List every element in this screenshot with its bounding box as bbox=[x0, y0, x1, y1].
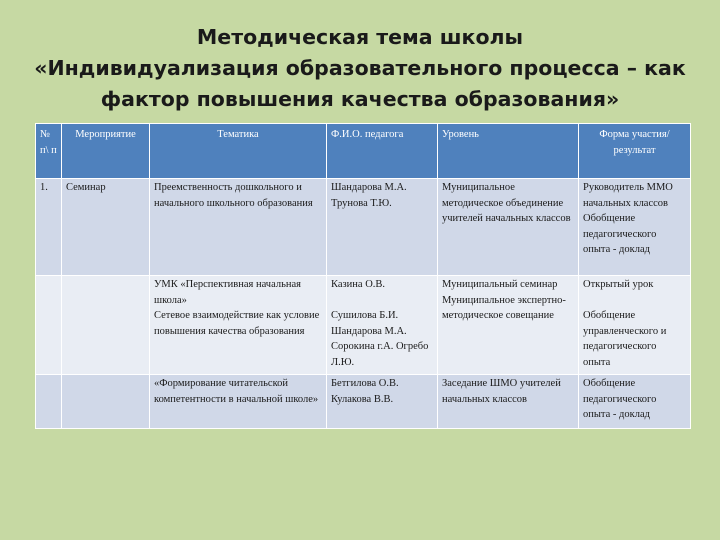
cell-form-b: Обобщение управленческого и педагогического опыта bbox=[583, 310, 667, 368]
cell-event: Семинар bbox=[62, 179, 150, 276]
cell-event bbox=[62, 375, 150, 429]
cell-level-b: Муниципальное экспертно-методическое совещание bbox=[442, 294, 566, 321]
table-row bbox=[36, 276, 691, 375]
events-table bbox=[35, 123, 691, 429]
table-row bbox=[36, 179, 691, 276]
title-line-2: «Индивидуализация образовательного процесса – как bbox=[34, 56, 686, 80]
cell-teacher bbox=[327, 276, 438, 375]
cell-teacher-b: Сушилова Б.И. Шандарова М.А. Сорокина г.А. Огребо Л.Ю. bbox=[331, 310, 429, 368]
cell-topic-a: УМК «Перспективная начальная школа» bbox=[154, 279, 301, 306]
cell-num: 1. bbox=[36, 179, 62, 276]
header-topic: Тематика bbox=[150, 124, 327, 179]
header-level: Уровень bbox=[438, 124, 579, 179]
cell-topic: «Формирование читательской компетентности в начальной школе» bbox=[150, 375, 327, 429]
cell-level: Муниципальное методическое объединение учителей начальных классов bbox=[438, 179, 579, 276]
title-line-3: фактор повышения качества образования» bbox=[100, 87, 620, 111]
cell-num bbox=[36, 375, 62, 429]
slide-title bbox=[20, 22, 700, 115]
cell-event bbox=[62, 276, 150, 375]
cell-level: Заседание ШМО учителей начальных классов bbox=[438, 375, 579, 429]
header-form: Форма участия/результат bbox=[579, 124, 691, 179]
cell-topic-b: Сетевое взаимодействие как условие повышения качества образования bbox=[154, 310, 320, 337]
table-row bbox=[36, 375, 691, 429]
cell-num bbox=[36, 276, 62, 375]
header-num: № п\ п bbox=[36, 124, 62, 179]
cell-form: Обобщение педагогического опыта - доклад bbox=[579, 375, 691, 429]
cell-topic: Преемственность дошкольного и начального школьного образования bbox=[150, 179, 327, 276]
cell-form-a: Открытый урок bbox=[583, 279, 654, 290]
title-line-1: Методическая тема школы bbox=[196, 25, 524, 49]
header-teacher: Ф.И.О. педагога bbox=[327, 124, 438, 179]
cell-form: Руководитель ММО начальных классов Обобщение педагогического опыта - доклад bbox=[579, 179, 691, 276]
cell-teacher: Шандарова М.А. Трунова Т.Ю. bbox=[327, 179, 438, 276]
table-header-row bbox=[36, 124, 691, 179]
cell-level-a: Муниципальный семинар bbox=[442, 279, 558, 290]
cell-topic bbox=[150, 276, 327, 375]
cell-teacher-a: Казина О.В. bbox=[331, 279, 386, 290]
cell-form bbox=[579, 276, 691, 375]
header-event: Мероприятие bbox=[62, 124, 150, 179]
cell-level bbox=[438, 276, 579, 375]
cell-teacher: Бетгилова О.В. Кулакова В.В. bbox=[327, 375, 438, 429]
